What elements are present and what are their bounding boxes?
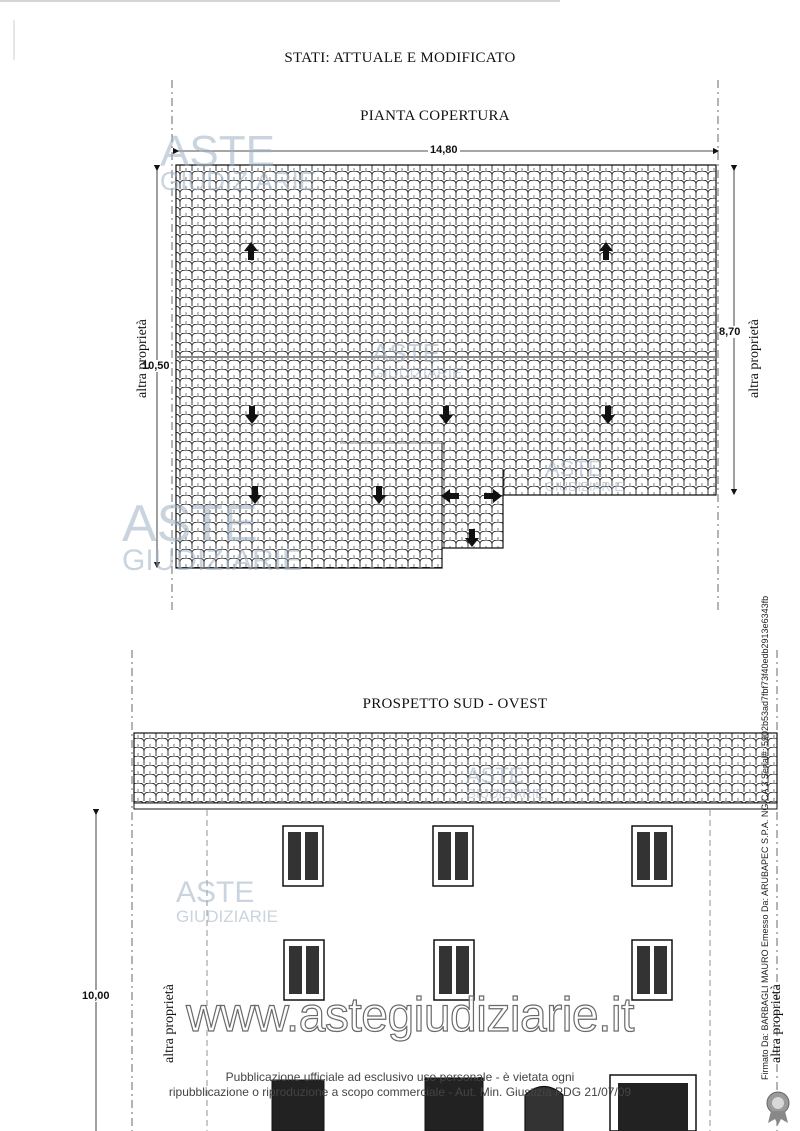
notice-line-1: Pubblicazione ufficiale ad esclusivo uso personale - è vietata ogni [225,1070,575,1084]
watermark-url: www.astegiudiziarie.it [186,989,634,1042]
window [283,826,323,886]
main-title: STATI: ATTUALE E MODIFICATO [284,50,516,66]
roof-plan-title: PIANTA COPERTURA [360,108,510,124]
watermark-logo: ASTE GIUDIZIARIE [372,338,463,382]
dim-roof-left-height: 10,50 [142,360,170,372]
elevation-neighbor-left: altra proprietà [162,984,177,1063]
neighbor-label-left: altra proprietà [135,319,150,398]
watermark-logo: ASTE GIUDIZIARIE [545,456,624,494]
dim-roof-width: 14,80 [430,144,458,156]
digital-signature-text: Firmato Da: BARBAGLI MAURO Emesso Da: ARUBAPEC S.P.A. NG CA 3 Serial#: 5902b53ad7fbf73f40edb2913e6343fb [760,595,770,1080]
watermark-logo: ASTE GIUDIZIARIE [160,127,317,196]
elevation-neighbor-right: altra proprietà [769,984,784,1063]
windows-row-1 [283,826,672,886]
window [433,826,473,886]
window [632,826,672,886]
watermark-logo: ASTE GIUDIZIARIE [176,876,279,926]
neighbor-label-right: altra proprietà [747,319,762,398]
elevation-roof [134,733,777,809]
watermark-notice [160,1070,640,1100]
notice-line-2: ripubblicazione o riproduzione a scopo commerciale - Aut. Min. Giustizia PDG 21/07/09 [168,1085,632,1099]
watermark-logo: ASTE GIUDIZIARIE [122,495,303,577]
watermark-logo: ASTE GIUDIZIARIE [466,763,545,801]
seal-icon [767,1092,789,1125]
dim-roof-right-height: 8,70 [719,326,741,338]
elevation-title: PROSPETTO SUD - OVEST [362,696,548,712]
dim-elevation-height: 10,00 [82,990,110,1002]
